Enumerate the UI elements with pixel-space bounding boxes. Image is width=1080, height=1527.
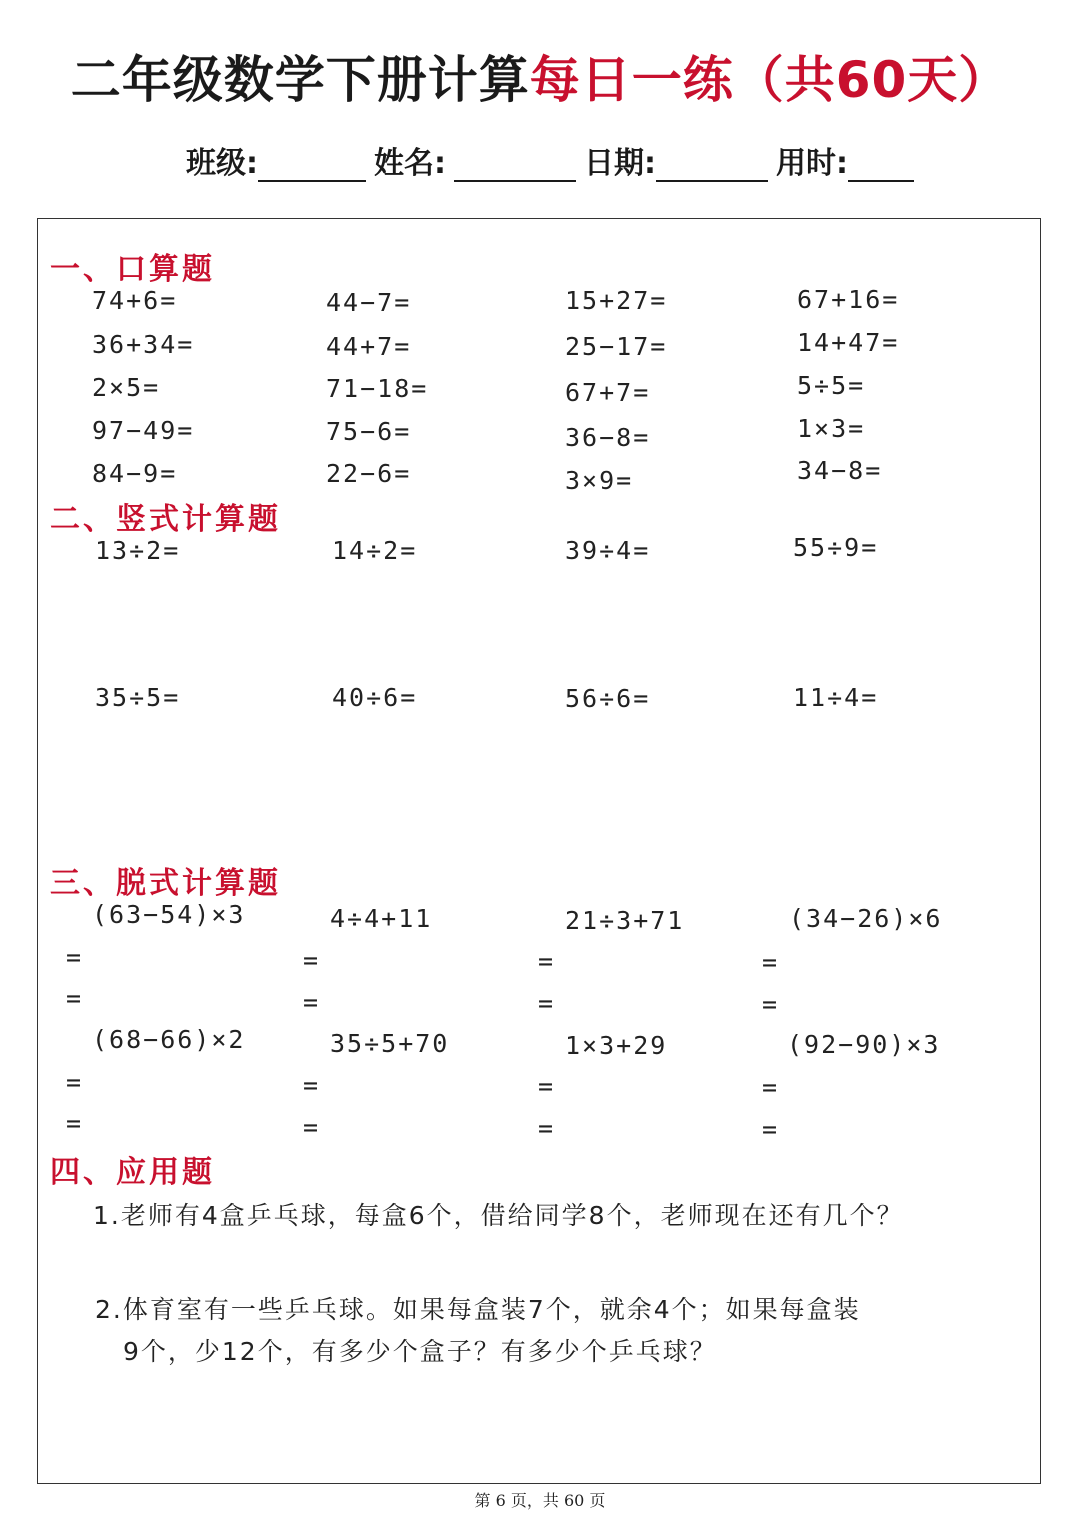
stepwise-question: 1×3+29 [565,1031,668,1060]
student-info-row [186,138,922,182]
time-field [776,138,922,182]
stepwise-question: 35÷5+70 [330,1029,450,1058]
date-blank[interactable] [656,150,768,182]
vertical-question: 11÷4= [793,683,879,712]
class-field [186,138,374,182]
oral-question: 71−18= [326,374,429,403]
equals-sign: = [66,1109,82,1138]
oral-question: 15+27= [565,286,668,315]
name-field [374,138,584,182]
stepwise-question: (68−66)×2 [92,1025,246,1054]
stepwise-question: (63−54)×3 [92,900,246,929]
oral-question: 84−9= [92,459,178,488]
title-red: 每日一练（共60天） [529,51,1010,109]
oral-question: 74+6= [92,286,178,315]
vertical-question: 14÷2= [332,536,418,565]
equals-sign: = [66,984,82,1013]
equals-sign: = [538,947,554,976]
equals-sign: = [538,989,554,1018]
date-field [584,138,776,182]
time-label: 用时: [776,146,848,181]
page-title [0,40,1080,112]
name-blank[interactable] [454,150,576,182]
oral-question: 44−7= [326,288,412,317]
equals-sign: = [303,946,319,975]
word-problem-2-line2: 9个，少12个，有多少个盒子？有多少个乒乓球？ [123,1337,717,1366]
oral-question: 22−6= [326,459,412,488]
title-black: 二年级数学下册计算 [70,51,530,109]
stepwise-question: (34−26)×6 [789,904,943,933]
oral-question: 75−6= [326,417,412,446]
time-blank[interactable] [848,150,914,182]
class-label: 班级: [186,146,258,181]
vertical-question: 35÷5= [95,683,181,712]
vertical-question: 40÷6= [332,683,418,712]
section-title-oral: 一、口算题 [50,252,215,287]
oral-question: 67+7= [565,378,651,407]
stepwise-question: (92−90)×3 [787,1030,941,1059]
equals-sign: = [762,948,778,977]
page-footer: 第 6 页，共 60 页 [474,1491,606,1510]
oral-question: 5÷5= [797,371,866,400]
word-problem-1: 1.老师有4盒乒乓球，每盒6个，借给同学8个，老师现在还有几个？ [93,1201,904,1230]
equals-sign: = [303,988,319,1017]
name-label: 姓名: [374,146,446,181]
oral-question: 25−17= [565,332,668,361]
equals-sign: = [66,943,82,972]
vertical-question: 56÷6= [565,684,651,713]
equals-sign: = [303,1113,319,1142]
oral-question: 67+16= [797,285,900,314]
section-title-vertical: 二、竖式计算题 [50,502,281,537]
section-title-word-problems: 四、应用题 [50,1155,215,1190]
date-label: 日期: [584,146,656,181]
stepwise-question: 21÷3+71 [565,906,685,935]
oral-question: 3×9= [565,466,634,495]
oral-question: 36+34= [92,330,195,359]
stepwise-question: 4÷4+11 [330,904,433,933]
vertical-question: 39÷4= [565,536,651,565]
oral-question: 14+47= [797,328,900,357]
oral-question: 36−8= [565,423,651,452]
equals-sign: = [538,1072,554,1101]
equals-sign: = [762,990,778,1019]
word-problem-2-line1: 2.体育室有一些乒乓球。如果每盒装7个，就余4个；如果每盒装 [95,1295,861,1324]
section-title-stepwise: 三、脱式计算题 [50,866,281,901]
vertical-question: 13÷2= [95,536,181,565]
oral-question: 97−49= [92,416,195,445]
equals-sign: = [66,1068,82,1097]
equals-sign: = [762,1073,778,1102]
equals-sign: = [762,1115,778,1144]
class-blank[interactable] [258,150,366,182]
oral-question: 2×5= [92,373,161,402]
oral-question: 1×3= [797,414,866,443]
oral-question: 34−8= [797,456,883,485]
equals-sign: = [303,1071,319,1100]
vertical-question: 55÷9= [793,533,879,562]
oral-question: 44+7= [326,332,412,361]
equals-sign: = [538,1114,554,1143]
